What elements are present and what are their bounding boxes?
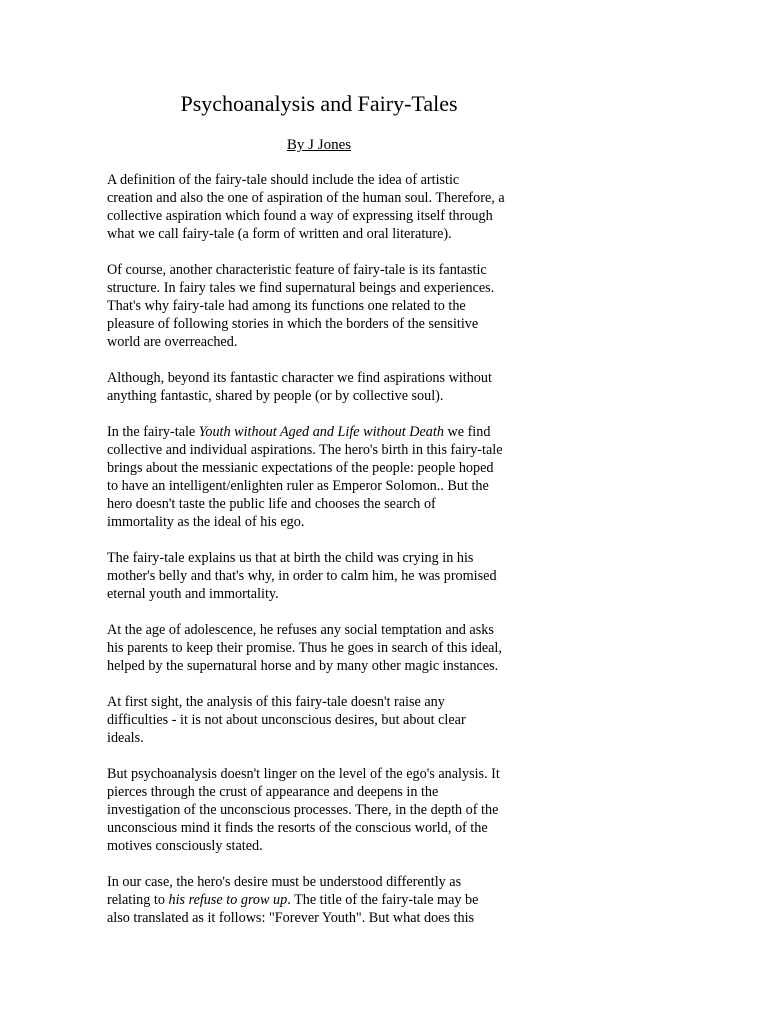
paragraph-2 (107, 261, 532, 351)
paragraph-3 (107, 369, 532, 405)
document-title: Psychoanalysis and Fairy-Tales (180, 91, 458, 116)
paragraph-line: difficulties - it is not about unconscious desires, but about clear (107, 712, 466, 728)
text-run: we find (443, 424, 491, 440)
paragraph-line: The fairy-tale explains us that at birth the child was crying in his (107, 550, 474, 566)
paragraph-line: immortality as the ideal of his ego. (107, 514, 305, 530)
text-run: . The title of the fairy-tale may be (287, 892, 479, 908)
paragraph-line: structure. In fairy tales we find supernatural beings and experiences. (107, 280, 495, 296)
document-body (107, 171, 532, 945)
paragraph-line: investigation of the unconscious processes. There, in the depth of the (107, 802, 499, 818)
paragraph-5 (107, 549, 532, 603)
paragraph-9 (107, 873, 532, 927)
paragraph-line: world are overreached. (107, 334, 238, 350)
paragraph-line: That's why fairy-tale had among its functions one related to the (107, 298, 466, 314)
paragraph-6 (107, 621, 532, 675)
paragraph-line: motives consciously stated. (107, 838, 263, 854)
paragraph-line (107, 423, 532, 441)
paragraph-line: At first sight, the analysis of this fairy-tale doesn't raise any (107, 694, 445, 710)
paragraph-line: anything fantastic, shared by people (or by collective soul). (107, 388, 444, 404)
paragraph-line: collective aspiration which found a way of expressing itself through (107, 208, 493, 224)
paragraph-line: what we call fairy-tale (a form of written and oral literature). (107, 226, 452, 242)
paragraph-line: Although, beyond its fantastic character we find aspirations without (107, 370, 492, 386)
paragraph-line: unconscious mind it finds the resorts of the conscious world, of the (107, 820, 488, 836)
fairy-tale-title-italic: Youth without Aged and Life without Death (198, 424, 444, 440)
paragraph-line: eternal youth and immortality. (107, 586, 279, 602)
paragraph-line: also translated as it follows: "Forever Youth". But what does this (107, 910, 475, 926)
paragraph-line: pleasure of following stories in which the borders of the sensitive (107, 316, 479, 332)
paragraph-line: collective and individual aspirations. The hero's birth in this fairy-tale (107, 442, 503, 458)
paragraph-line (107, 891, 532, 909)
paragraph-line: A definition of the fairy-tale should include the idea of artistic (107, 172, 460, 188)
paragraph-line: In our case, the hero's desire must be understood differently as (107, 874, 462, 890)
paragraph-line: Of course, another characteristic feature of fairy-tale is its fantastic (107, 262, 487, 278)
text-run: relating to (107, 892, 169, 908)
paragraph-line: ideals. (107, 730, 144, 746)
paragraph-line: hero doesn't taste the public life and chooses the search of (107, 496, 436, 512)
paragraph-4 (107, 423, 532, 531)
author-byline: By J Jones (286, 137, 352, 153)
paragraph-line: his parents to keep their promise. Thus he goes in search of this ideal, (107, 640, 502, 656)
paragraph-line: But psychoanalysis doesn't linger on the level of the ego's analysis. It (107, 766, 500, 782)
paragraph-line: creation and also the one of aspiration of the human soul. Therefore, a (107, 190, 505, 206)
paragraph-line: mother's belly and that's why, in order to calm him, he was promised (107, 568, 497, 584)
paragraph-line: At the age of adolescence, he refuses any social temptation and asks (107, 622, 494, 638)
paragraph-1 (107, 171, 532, 243)
paragraph-line: to have an intelligent/enlighten ruler as Emperor Solomon.. But the (107, 478, 489, 494)
paragraph-line: brings about the messianic expectations of the people: people hoped (107, 460, 494, 476)
paragraph-line: helped by the supernatural horse and by many other magic instances. (107, 658, 499, 674)
paragraph-line: pierces through the crust of appearance and deepens in the (107, 784, 439, 800)
text-run: In the fairy-tale (107, 424, 199, 440)
paragraph-7 (107, 693, 532, 747)
emphasis-italic: his refuse to grow up (168, 892, 288, 908)
paragraph-8 (107, 765, 532, 855)
